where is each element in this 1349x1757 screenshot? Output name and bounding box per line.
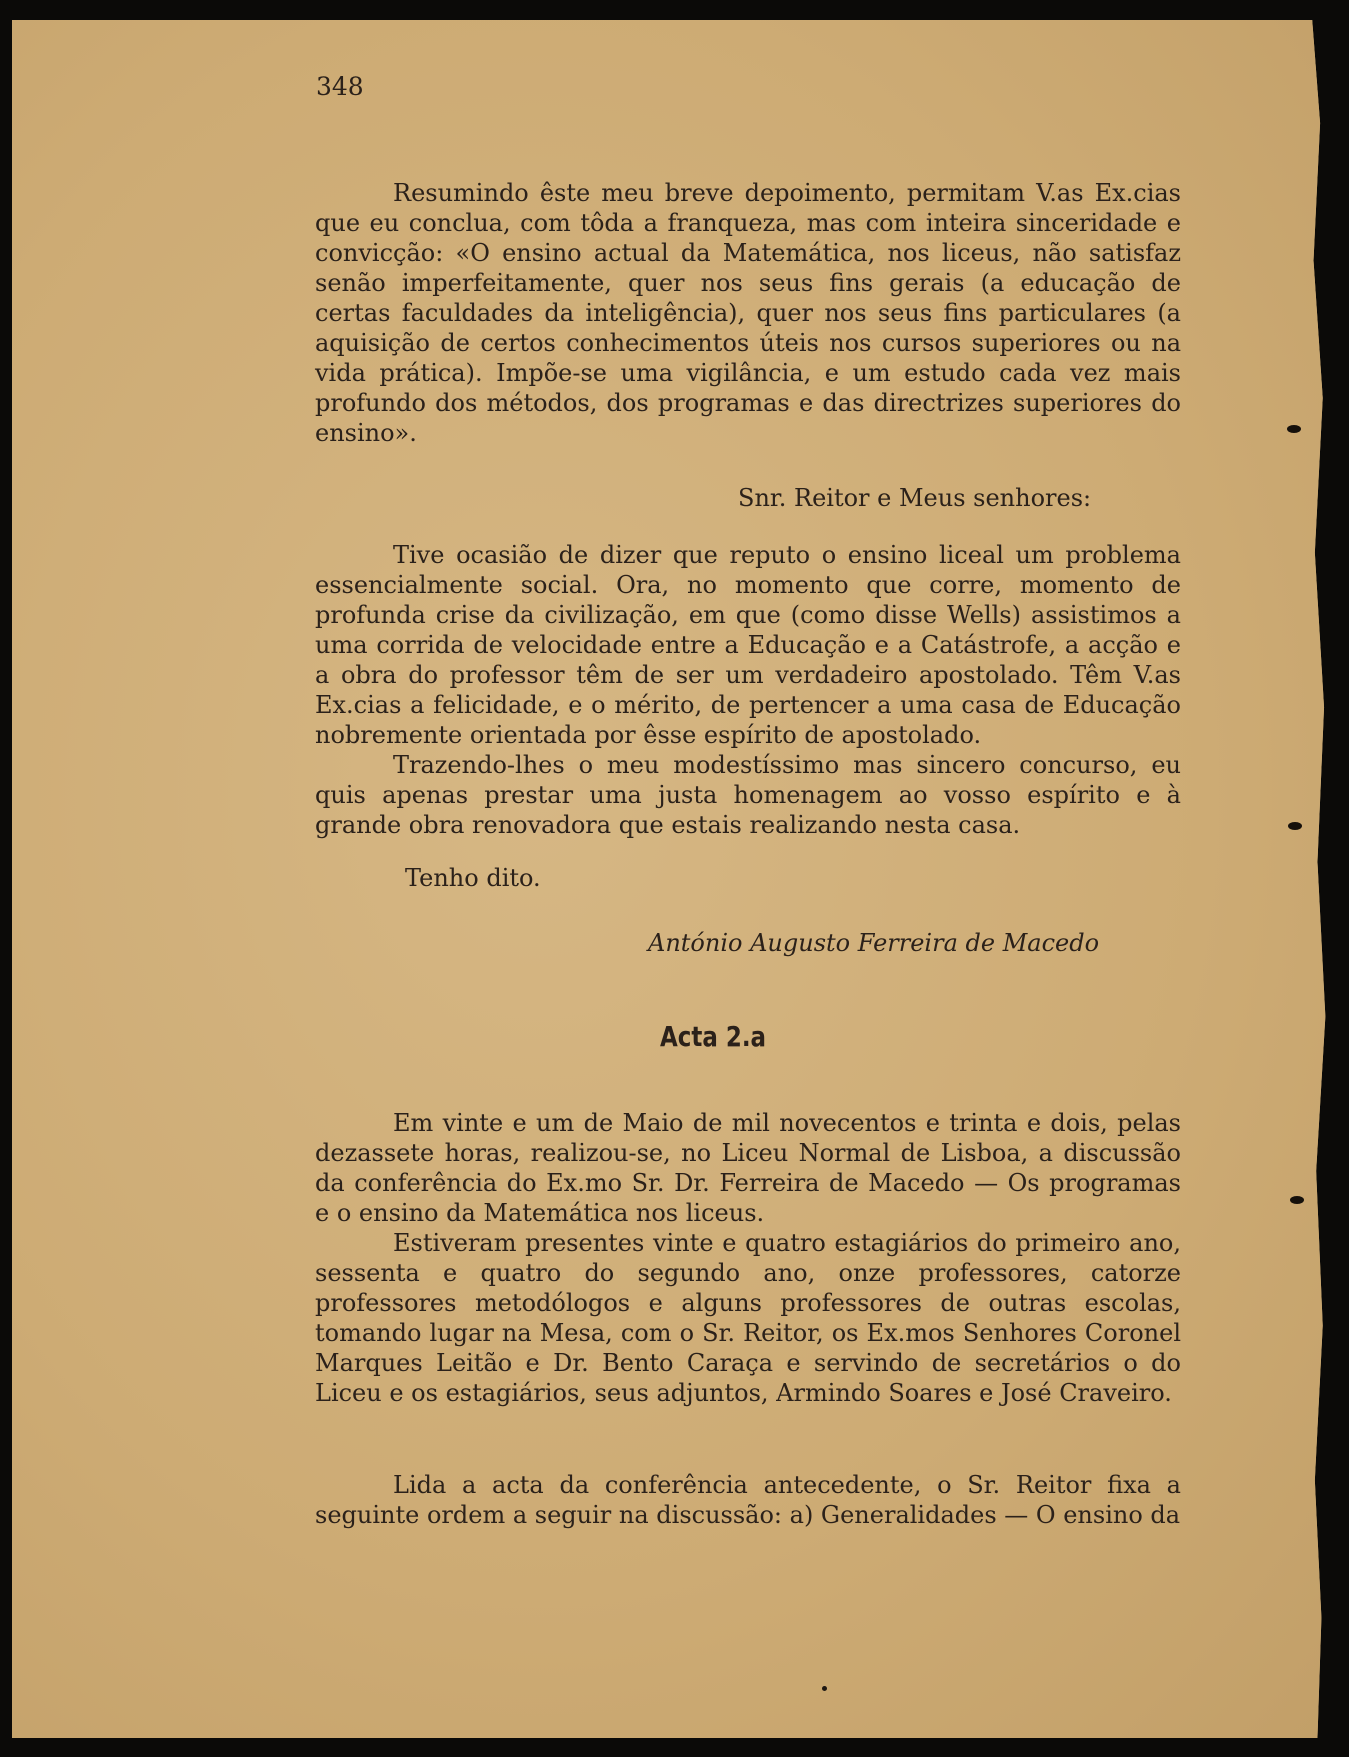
paragraph-ordem: Lida a acta da conferência antecedente, o Sr. Reitor fixa a seguinte ordem a seguir na discussão: a) Generalidades — O ensino da [315,1471,1181,1529]
section-heading: Acta 2.a [660,1020,767,1053]
ink-speck [822,1686,827,1691]
binding-mark [1288,822,1302,830]
binding-mark [1287,425,1301,433]
paragraph-apostolado: Tive ocasião de dizer que reputo o ensino liceal um problema essencialmente social. Ora, no momento que corre, momento de profunda crise da civilização, em que (como disse Wells) assistimos a uma corrida de velocidade entre a Educação e a Catástrofe, a acção e a obra do professor têm de ser um verdadeiro apostolado. Têm V.as Ex.cias a felicidade, e o mérito, de pertencer a uma casa de Educação nobremente orientada por êsse espírito de apostolado. Trazendo-lhes o meu modestíssimo mas sincero concurso, eu quis apenas prestar uma justa homenagem ao vosso espírito e à grande obra renovadora que estais realizando nesta casa. [315,541,1181,839]
binding-mark [1290,1196,1304,1204]
closing-line: Tenho dito. [405,864,541,892]
signature: António Augusto Ferreira de Macedo [648,929,1100,957]
paragraph-acta: Em vinte e um de Maio de mil novecentos e trinta e dois, pelas dezassete horas, realizou-se, no Liceu Normal de Lisboa, a discussão da conferência do Ex.mo Sr. Dr. Ferreira de Macedo — Os programas e o ensino da Matemática nos liceus. Estiveram presentes vinte e quatro estagiários do primeiro ano, sessenta e quatro do segundo ano, onze professores, catorze professores metodólogos e alguns professores de outras escolas, tomando lugar na Mesa, com o Sr. Reitor, os Ex.mos Senhores Coronel Marques Leitão e Dr. Bento Caraça e servindo de secretários o do Liceu e os estagiários, seus adjuntos, Armindo Soares e José Craveiro. [315,1109,1181,1407]
paragraph-conclusion: Resumindo êste meu breve depoimento, permitam V.as Ex.cias que eu conclua, com tôda a franqueza, mas com inteira sinceridade e convicção: «O ensino actual da Matemática, nos liceus, não satisfaz senão imperfeitamente, quer nos seus fins gerais (a educação de certas faculdades da inteligência), quer nos seus fins particulares (a aquisição de certos conhecimentos úteis nos cursos superiores ou na vida prática). Impõe-se uma vigilância, e um estudo cada vez mais profundo dos métodos, dos programas e das directrizes superiores do ensino». [315,179,1181,447]
page-number: 348 [316,72,364,101]
salutation: Snr. Reitor e Meus senhores: [738,484,1092,512]
